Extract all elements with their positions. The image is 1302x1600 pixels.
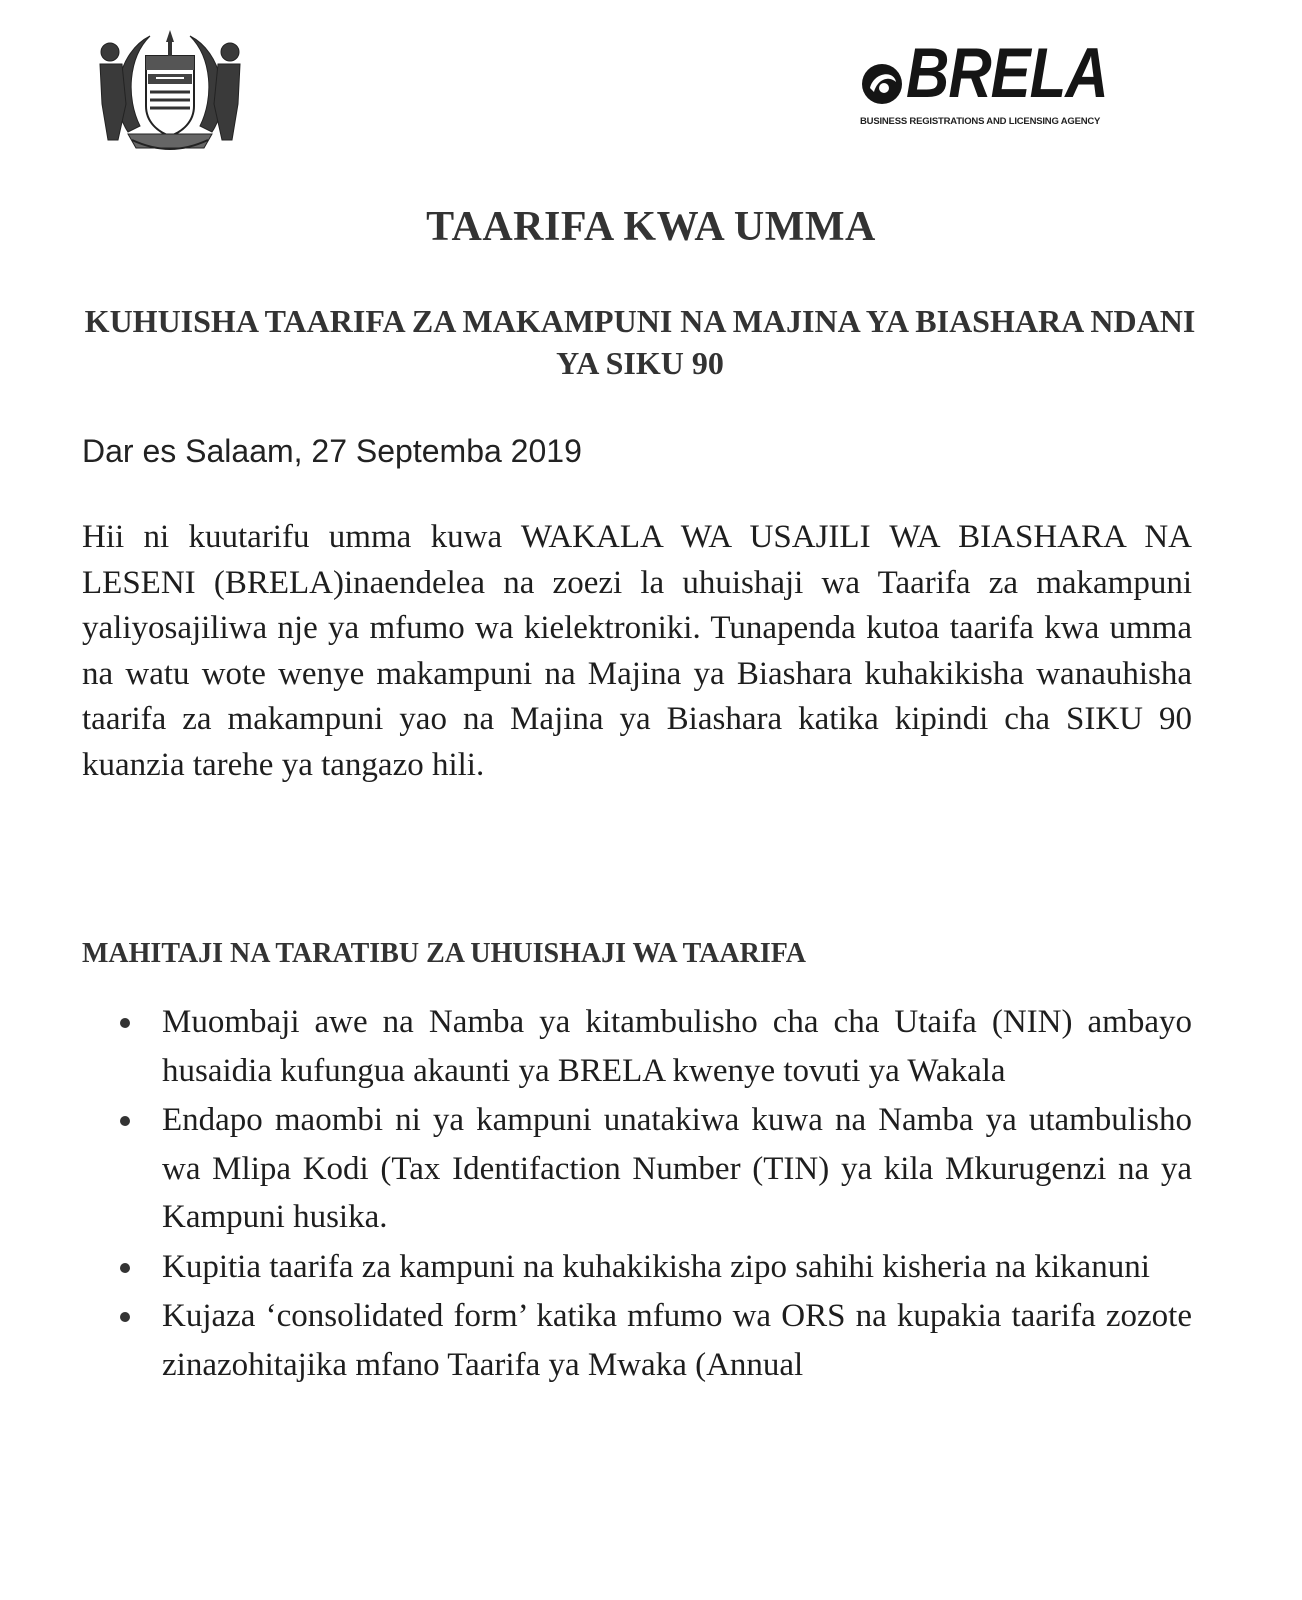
- bullet-icon: [120, 1263, 130, 1273]
- document-title: TAARIFA KWA UMMA: [426, 204, 876, 250]
- logo-subtitle: BUSINESS REGISTRATIONS AND LICENSING AGENCY: [860, 116, 1101, 127]
- coat-of-arms-emblem: [88, 22, 252, 154]
- list-item: [82, 1292, 1192, 1389]
- section-heading: MAHITAJI NA TARATIBU ZA UHUISHAJI WA TAARIFA: [82, 938, 806, 969]
- brela-swirl-icon: [860, 62, 904, 106]
- list-item-text: Kupitia taarifa za kampuni na kuhakikisha zipo sahihi kisheria na kikanuni: [162, 1248, 1150, 1285]
- list-item: [82, 998, 1192, 1095]
- list-item: [82, 1096, 1192, 1242]
- logo-text: BRELA: [906, 33, 1108, 113]
- list-item-text: Kujaza ‘consolidated form’ katika mfumo wa ORS na kupakia taarifa zozote zinazohitajika mfano Taarifa ya Mwaka (Annual: [162, 1298, 1192, 1383]
- list-item: [82, 1243, 1192, 1292]
- logo-row: [860, 33, 1122, 113]
- list-item-text: Endapo maombi ni ya kampuni unatakiwa kuwa na Namba ya utambulisho wa Mlipa Kodi (Tax Identifaction Number (TIN) ya kila Mkurugenzi na ya Kampuni husika.: [162, 1102, 1192, 1235]
- bullet-icon: [120, 1018, 130, 1028]
- bullet-icon: [120, 1116, 130, 1126]
- bullet-icon: [120, 1312, 130, 1322]
- list-item-text: Muombaji awe na Namba ya kitambulisho cha cha Utaifa (NIN) ambayo husaidia kufungua akaunti ya BRELA kwenye tovuti ya Wakala: [162, 1004, 1192, 1089]
- requirements-list: [82, 998, 1192, 1390]
- brela-logo: [860, 33, 1122, 127]
- coat-of-arms-icon: [88, 22, 252, 154]
- body-paragraph: Hii ni kuutarifu umma kuwa WAKALA WA USAJILI WA BIASHARA NA LESENI (BRELA)inaendelea na zoezi la uhuishaji wa Taarifa za makampuni yaliyosajiliwa nje ya mfumo wa kielektroniki. Tunapenda kutoa taarifa kwa umma na watu wote wenye makampuni na Majina ya Biashara kuhakikisha wanauhisha taarifa za makampuni yao na Majina ya Biashara katika kipindi cha SIKU 90 kuanzia tarehe ya tangazo hili.: [82, 519, 1192, 783]
- document-subtitle: KUHUISHA TAARIFA ZA MAKAMPUNI NA MAJINA YA BIASHARA NDANI YA SIKU 90: [84, 303, 1196, 381]
- date-line: Dar es Salaam, 27 Septemba 2019: [82, 433, 582, 469]
